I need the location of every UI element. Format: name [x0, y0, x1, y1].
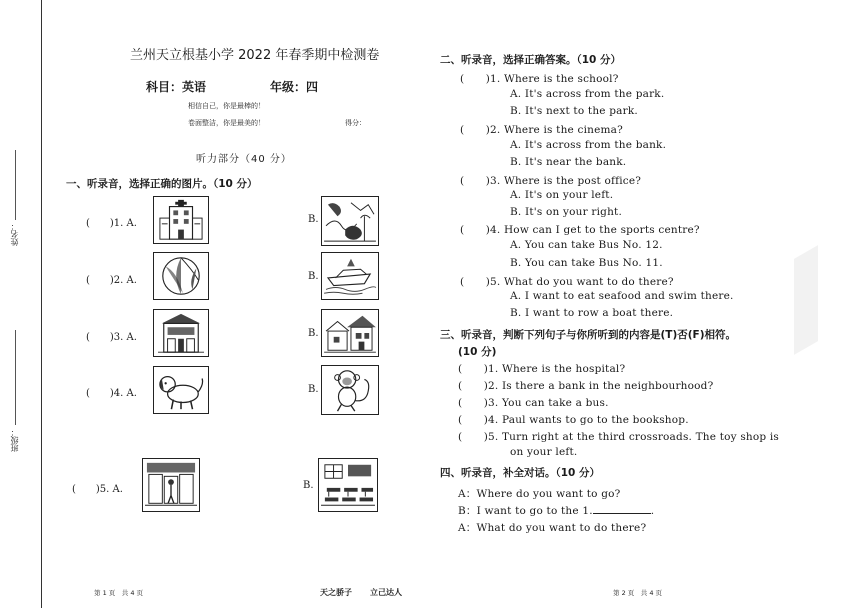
s2-q4[interactable]: ( )4. How can I get to the sports centre? [460, 224, 700, 236]
name-label: 姓名： [10, 222, 19, 246]
boat-picture[interactable] [321, 252, 379, 300]
park-picture[interactable] [321, 196, 379, 246]
s2-q3[interactable]: ( )3. Where is the post office? [460, 175, 642, 187]
dog-picture[interactable] [153, 366, 209, 414]
dialog-line-b1 [458, 503, 654, 518]
boat-icon [322, 253, 378, 299]
question-4-label[interactable]: ( )4. A. [86, 388, 137, 399]
park-icon [322, 197, 378, 245]
footer-left-page-number: 第 1 页 共 4 页 [94, 589, 144, 597]
dialog-line-b1-text: B：I want to go to the 1. [458, 505, 593, 517]
shop-icon [154, 310, 208, 356]
classroom-picture[interactable] [318, 458, 378, 512]
section-4-heading: 四、听录音，补全对话。（10 分） [440, 467, 601, 479]
question-2-label[interactable]: ( )2. A. [86, 275, 137, 286]
option-b-label: B. [308, 384, 319, 395]
section-2-heading: 二、听录音，选择正确答案。（10 分） [440, 54, 622, 66]
s2-q2[interactable]: ( )2. Where is the cinema? [460, 124, 623, 136]
dialog-line-a2: A：What do you want to do there? [458, 522, 647, 534]
grade-label: 年级：四 [270, 80, 319, 94]
s2-q5-option-a: A. I want to eat seafood and swim there. [510, 290, 734, 302]
houses-picture[interactable] [321, 309, 379, 357]
hospital-picture[interactable] [153, 196, 209, 244]
street-picture[interactable] [142, 458, 200, 512]
s2-q1-option-b: B. It's next to the park. [510, 105, 638, 117]
classroom-icon [319, 459, 377, 511]
footer-slogan-1: 天之骄子 [320, 588, 352, 597]
s3-q5[interactable]: ( )5. Turn right at the third crossroads. The toy shop is [458, 431, 780, 443]
score-label: 得分： [345, 119, 366, 127]
s3-q3[interactable]: ( )3. You can take a bus. [458, 397, 609, 409]
street-icon [143, 459, 199, 511]
name-line [15, 150, 16, 220]
footer-slogan-2: 立己达人 [370, 588, 402, 597]
dialog-line-b1-end: . [650, 505, 655, 517]
motto-2: 卷面整洁，你是最美的！ [188, 119, 265, 127]
question-5-label[interactable]: ( )5. A. [72, 484, 123, 495]
footer-right-page-number: 第 2 页 共 4 页 [613, 589, 663, 597]
section-3-heading: 三、听录音，判断下列句子与你所听到的内容是(T)否(F)相符。 [440, 329, 737, 341]
beach-ball-picture[interactable] [153, 252, 209, 300]
dog-icon [154, 367, 208, 413]
s2-q1[interactable]: ( )1. Where is the school? [460, 73, 619, 85]
option-b-label: B. [308, 271, 319, 282]
answer-blank-1[interactable] [593, 504, 651, 514]
left-page [42, 0, 440, 608]
s2-q3-option-a: A. It's on your left. [510, 189, 614, 201]
s2-q1-option-a: A. It's across from the park. [510, 88, 665, 100]
houses-icon [322, 310, 378, 356]
listening-section-header: 听力部分（40 分） [196, 154, 292, 165]
monkey-icon [322, 366, 378, 414]
section-3-heading-score: (10 分) [458, 346, 497, 358]
s2-q3-option-b: B. It's on your right. [510, 206, 622, 218]
beach-ball-icon [154, 253, 208, 299]
motto-1: 相信自己，你是最棒的！ [188, 102, 265, 110]
s2-q4-option-b: B. You can take Bus No. 11. [510, 257, 663, 269]
dialog-line-a1: A：Where do you want to go? [458, 488, 621, 500]
question-1-label[interactable]: ( )1. A. [86, 218, 137, 229]
class-line [15, 330, 16, 425]
s2-q5-option-b: B. I want to row a boat there. [510, 307, 674, 319]
monkey-picture[interactable] [321, 365, 379, 415]
question-3-label[interactable]: ( )3. A. [86, 332, 137, 343]
s2-q2-option-a: A. It's across from the bank. [510, 139, 667, 151]
s3-q1[interactable]: ( )1. Where is the hospital? [458, 363, 626, 375]
s2-q5[interactable]: ( )5. What do you want to do there? [460, 276, 674, 288]
exam-title: 兰州天立根基小学 2022 年春季期中检测卷 [130, 48, 380, 63]
s2-q2-option-b: B. It's near the bank. [510, 156, 627, 168]
option-b-label: B. [308, 328, 319, 339]
option-b-label: B. [308, 214, 319, 225]
page-shadow-mark [794, 245, 818, 355]
class-label: 班级： [10, 428, 19, 452]
s2-q4-option-a: A. You can take Bus No. 12. [510, 239, 663, 251]
binding-margin [0, 0, 42, 608]
section-1-heading: 一、听录音，选择正确的图片。（10 分） [66, 178, 258, 190]
subject-label: 科目：英语 [146, 80, 207, 94]
s3-q2[interactable]: ( )2. Is there a bank in the neighbourhood? [458, 380, 714, 392]
shop-picture[interactable] [153, 309, 209, 357]
s3-q4[interactable]: ( )4. Paul wants to go to the bookshop. [458, 414, 689, 426]
option-b-label: B. [303, 480, 314, 491]
s3-q5-continued: on your left. [510, 446, 578, 458]
hospital-icon [154, 197, 208, 243]
